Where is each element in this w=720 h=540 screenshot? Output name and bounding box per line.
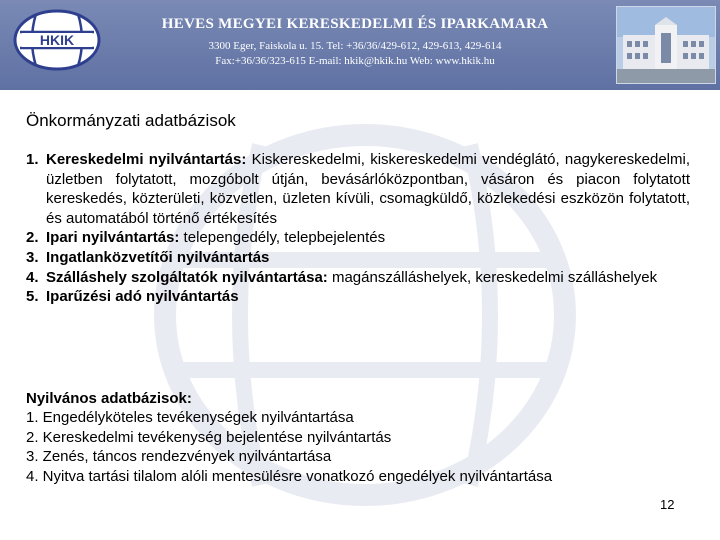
list-item: 1. Engedélyköteles tevékenységek nyilvántartása [26,409,354,427]
list-item [26,287,690,307]
item-term: Kereskedelmi nyilvántartás: [46,151,247,168]
hkik-logo [12,8,102,72]
list-item: 2. Kereskedelmi tevékenység bejelentése nyilvántartás [26,428,392,446]
item-description: magánszálláshelyek, kereskedelmi szálláshelyek [327,268,658,286]
municipal-database-list [26,150,690,307]
item-number: 5. [26,288,39,306]
chamber-title: HEVES MEGYEI KERESKEDELMI ÉS IPARKAMARA [161,16,549,32]
item-term: Iparűzési adó nyilvántartás [46,288,239,306]
item-number: 2. [26,229,39,247]
logo-text: HKIK [39,32,75,48]
item-description: Kiskereskedelmi, kiskereskedelmi vendéglátó, nagykereskedelmi, üzletben folytatott, mozgóbolt útján, bevásárlóközpontban, vásáron és piacon folytatott kereskedés, közterületi, közvetlen, üzleten kívüli, csomagküldő, közlekedési eszközön folytatott, és automatából történő értékesítés [46,151,690,227]
list-item [26,150,690,228]
list-item: 3. Zenés, táncos rendezvények nyilvántartása [26,448,332,466]
list-item: 4. Nyitva tartási tilalom alóli mentesülésre vonatkozó engedélyek nyilvántartása [26,467,553,485]
contact-line-web: Fax:+36/36/323-615 E-mail: hkik@hkik.hu Web: www.hkik.hu [215,55,495,67]
page-number: 12 [660,497,675,512]
list-item [26,228,690,248]
building-photo [616,6,716,84]
contact-line-address: 3300 Eger, Faiskola u. 15. Tel: +36/36/429-612, 429-613, 429-614 [208,40,502,52]
letterhead-banner [0,0,720,90]
item-term: Szálláshely szolgáltatók nyilvántartása: [46,268,328,286]
public-database-list [26,389,690,486]
item-number: 3. [26,248,39,266]
section-title: Önkormányzati adatbázisok [26,111,236,130]
item-number: 1. [26,151,39,168]
item-term: Ingatlanközvetítői nyilvántartás [46,248,270,266]
item-number: 4. [26,268,39,286]
list-item [26,248,690,268]
item-description: telepengedély, telepbejelentés [179,229,386,247]
list-item [26,268,690,288]
item-term: Ipari nyilvántartás: [46,229,180,247]
public-list-heading: Nyilvános adatbázisok: [26,390,192,407]
